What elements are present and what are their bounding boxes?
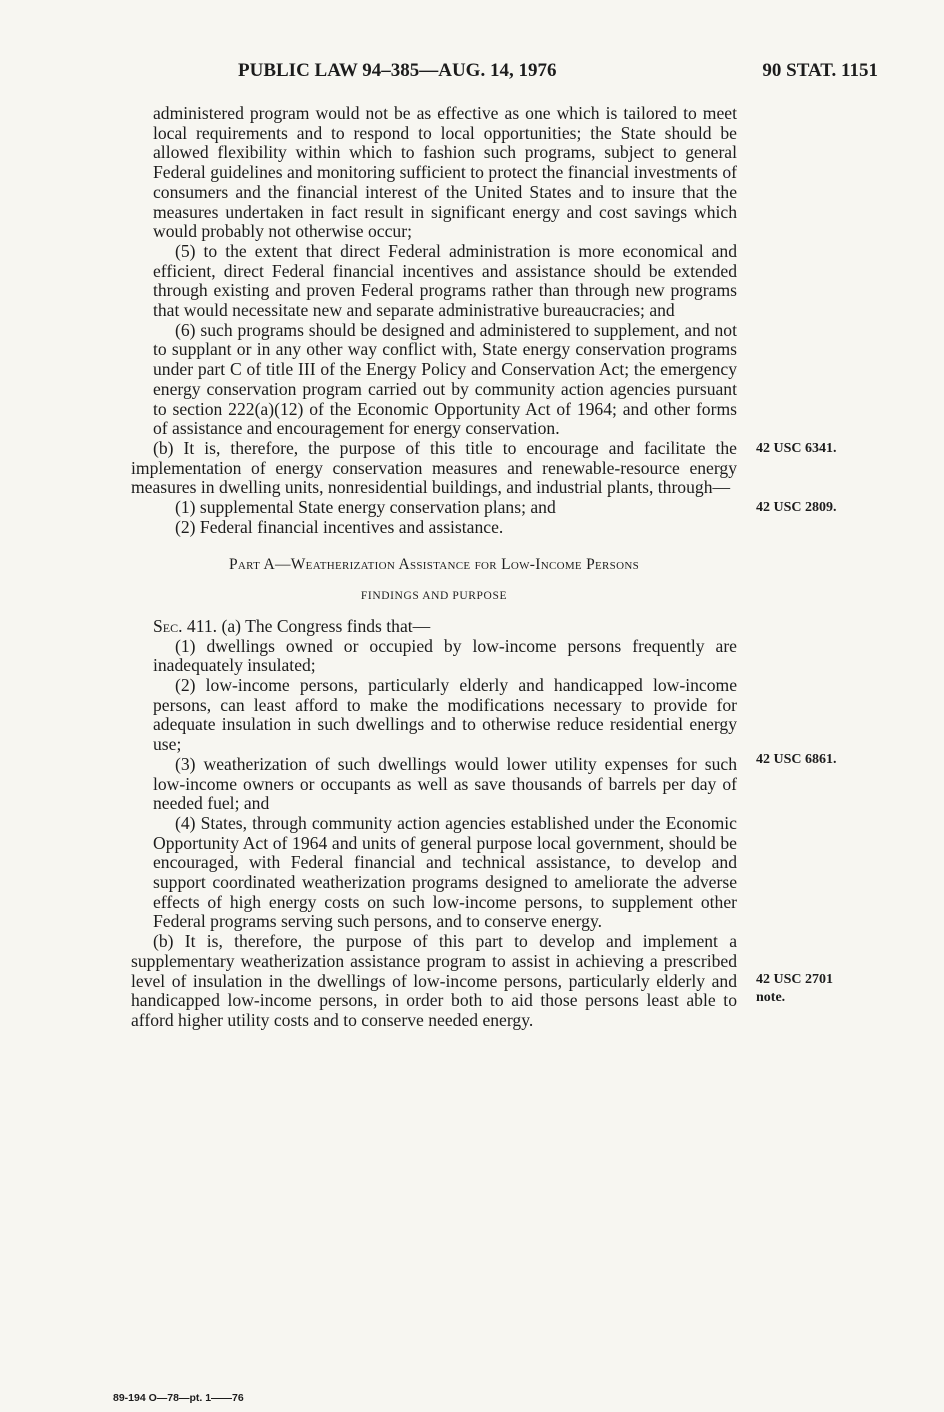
paragraph-b-2: (2) Federal financial incentives and assistance. (175, 516, 504, 537)
law-title: PUBLIC LAW 94–385—AUG. 14, 1976 (238, 60, 557, 81)
print-footer: 89-194 O—78—pt. 1——76 (113, 1392, 244, 1404)
margin-note-line-1: 42 USC 2701 (756, 972, 834, 987)
margin-note-42-usc-2809: 42 USC 2809. (756, 500, 837, 515)
section-411-b: (b) It is, therefore, the purpose of this part to develop and implement a supplementary weatherization assistance program to assist in achieving a prescribed level of insulation in the dwellings of low-income persons, particularly elderly and handicapped low-income persons, in order both to aid those persons least able to afford higher utility costs and to conserve needed energy. (131, 931, 737, 1030)
paragraph-5: (5) to the extent that direct Federal administration is more economical and efficient, direct Federal financial incentives and assistance should be extended through existing and proven Federal programs rather than through new programs that would necessitate new and separate administrative bureaucracies; and (153, 240, 737, 321)
finding-1: (1) dwellings owned or occupied by low-income persons frequently are inadequately insulated; (153, 635, 737, 676)
statute-page-number: 90 STAT. 1151 (762, 60, 878, 81)
section-label: Sec. 411. (153, 615, 218, 636)
finding-3: (3) weatherization of such dwellings would lower utility expenses for such low-income owners or occupants as well as save thousands of barrels per day of needed fuel; and (153, 753, 737, 814)
finding-2: (2) low-income persons, particularly elderly and handicapped low-income persons, can least afford to make the modifications necessary to provide for adequate insulation in such dwellings and to otherwise reduce residential energy use; (153, 674, 737, 755)
margin-note-42-usc-2701 (756, 971, 866, 1007)
paragraph-6: (6) such programs should be designed and administered to supplement, and not to supplant or in any other way conflict with, State energy conservation programs under part C of title III of the Energy Policy and Conservation Act; the emergency energy conservation program carried out by community action agencies pursuant to section 222(a)(12) of the Economic Opportunity Act of 1964; and other forms of assistance and encouragement for energy conservation. (153, 319, 737, 439)
body-text (131, 104, 737, 1031)
running-header (238, 60, 878, 84)
section-subheading: FINDINGS AND PURPOSE (360, 590, 508, 603)
margin-note-42-usc-6861: 42 USC 6861. (756, 752, 837, 767)
section-411-a (131, 617, 737, 637)
margin-note-line-2: note. (756, 990, 786, 1005)
section-411-a-text: (a) The Congress finds that— (221, 615, 431, 636)
part-title: Part A—Weatherization Assistance for Low-Income Persons (228, 556, 640, 574)
margin-note-42-usc-6341: 42 USC 6341. (756, 441, 837, 456)
paragraph-b: (b) It is, therefore, the purpose of this title to encourage and facilitate the implementation of energy conservation measures and renewable-resource energy measures in dwelling units, nonresidential buildings, and industrial plants, through— (131, 437, 737, 498)
paragraph-b-1: (1) supplemental State energy conservation plans; and (175, 497, 556, 518)
paragraph-4-continued: administered program would not be as effective as one which is tailored to meet local requirements and to respond to local opportunities; the State should be allowed flexibility within which to fashion such programs, subject to general Federal guidelines and monitoring sufficient to protect the financial investments of consumers and the financial interest of the United States and to insure that the measures undertaken in fact result in significant energy and cost savings which would probably not otherwise occur; (153, 103, 737, 242)
finding-4: (4) States, through community action agencies established under the Economic Opportunity Act of 1964 and units of general purpose local government, should be encouraged, with Federal financial and technical assistance, to develop and support coordinated weatherization programs designed to ameliorate the adverse effects of high energy costs on such low-income persons, to supplement other Federal programs serving such persons, and to conserve energy. (153, 812, 737, 932)
